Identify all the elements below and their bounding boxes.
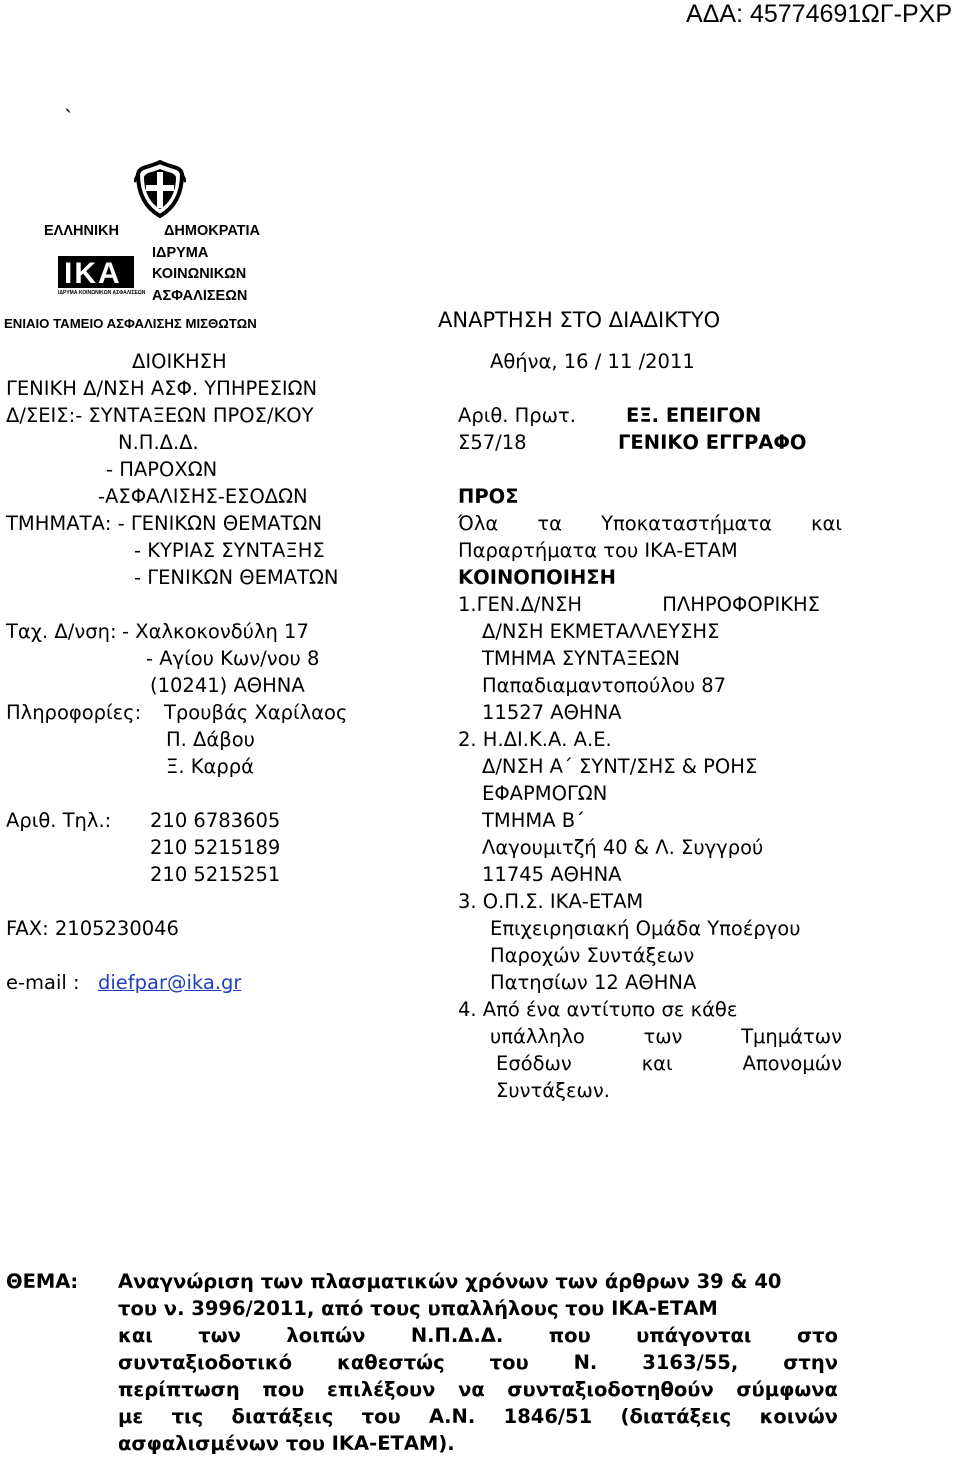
sender-line: ΤΜΗΜΑΤΑ: - ΓΕΝΙΚΩΝ ΘΕΜΑΤΩΝ [6, 512, 323, 535]
word: και [118, 1324, 153, 1347]
to-line-2: Παραρτήματα του ΙΚΑ-ΕΤΑΜ [458, 539, 738, 562]
word: Απονομών [742, 1052, 842, 1075]
ika-logo-block [58, 256, 134, 288]
logo-org-line3: ΑΣΦΑΛΙΣΕΩΝ [152, 288, 248, 304]
cc-line: Πατησίων 12 ΑΘΗΝΑ [490, 971, 697, 994]
word: των [643, 1025, 683, 1048]
cc-line: ΤΜΗΜΑ Β΄ [482, 809, 585, 832]
subject-line-2: του ν. 3996/2011, από τους υπαλλήλους του ΙΚΑ-ΕΤΑΜ [118, 1297, 718, 1320]
sender-line: Ν.Π.Δ.Δ. [118, 431, 199, 454]
publication-note: ΑΝΑΡΤΗΣΗ ΣΤΟ ΔΙΑΔΙΚΤΥΟ [438, 308, 721, 332]
cc-line: 3. Ο.Π.Σ. ΙΚΑ-ΕΤΑΜ [458, 890, 644, 913]
sender-line: Δ/ΣΕΙΣ:- ΣΥΝΤΑΞΕΩΝ ΠΡΟΣ/ΚΟΥ [6, 404, 314, 427]
subject-line-6 [118, 1407, 838, 1427]
ada-number: ΑΔΑ: 45774691ΩΓ-ΡΧΡ [686, 0, 952, 28]
cc-line: ΤΜΗΜΑ ΣΥΝΤΑΞΕΩΝ [482, 647, 680, 670]
phone-label: Αριθ. Τηλ.: [6, 809, 112, 832]
logo-fund-name: ΕΝΙΑΙΟ ΤΑΜΕΙΟ ΑΣΦΑΛΙΣΗΣ ΜΙΣΘΩΤΩΝ [4, 316, 257, 331]
stray-mark: ` [64, 106, 74, 130]
word: του [489, 1351, 529, 1374]
cc-4-line-2 [490, 1027, 842, 1047]
word: κοινών [759, 1405, 838, 1428]
word: καθεστώς [337, 1351, 445, 1374]
cc-line: Παροχών Συντάξεων [490, 944, 695, 967]
info-label: Πληροφορίες: [6, 701, 142, 724]
urgency-label: ΕΞ. ΕΠΕΙΓΟΝ [626, 404, 762, 427]
greek-coat-of-arms-icon [134, 160, 186, 218]
word: που [548, 1324, 591, 1347]
word: τα [537, 512, 562, 535]
sender-line: - ΠΑΡΟΧΩΝ [106, 458, 218, 481]
sender-line: - ΚΥΡΙΑΣ ΣΥΝΤΑΞΗΣ [134, 539, 325, 562]
word: Όλα [458, 512, 499, 535]
word: που [262, 1378, 305, 1401]
word: να [458, 1378, 485, 1401]
ika-logo-text: ΙΚΑ [64, 257, 122, 290]
word: τις [171, 1405, 204, 1428]
word: ΠΛΗΡΟΦΟΡΙΚΗΣ [662, 593, 820, 616]
sender-line: -ΑΣΦΑΛΙΣΗΣ-ΕΣΟΔΩΝ [98, 485, 308, 508]
cc-line: Λαγουμιτζή 40 & Λ. Συγγρού [482, 836, 764, 859]
word: Εσόδων [496, 1052, 572, 1075]
subject-line-5 [118, 1380, 838, 1400]
cc-4-line-3 [496, 1054, 842, 1074]
word: στο [796, 1324, 838, 1347]
subject-label: ΘΕΜΑ: [6, 1270, 79, 1293]
cc-1-line-1 [458, 595, 820, 615]
word: και [641, 1052, 673, 1075]
cc-line: Επιχειρησιακή Ομάδα Υποέργου [490, 917, 801, 940]
sender-line: ΓΕΝΙΚΗ Δ/ΝΣΗ ΑΣΦ. ΥΠΗΡΕΣΙΩΝ [6, 377, 318, 400]
subject-line-1: Αναγνώριση των πλασματικών χρόνων των άρθρων 39 & 40 [118, 1270, 782, 1293]
word: στην [783, 1351, 838, 1374]
cc-line: 2. Η.ΔΙ.Κ.Α. Α.Ε. [458, 728, 612, 751]
word: υπάλληλο [490, 1025, 585, 1048]
word: (διατάξεις [620, 1405, 732, 1428]
word: των [198, 1324, 241, 1347]
address-line: - Αγίου Κων/νου 8 [146, 647, 320, 670]
document-type: ΓΕΝΙΚΟ ΕΓΓΡΑΦΟ [618, 431, 807, 454]
sender-line: - ΓΕΝΙΚΩΝ ΘΕΜΑΤΩΝ [134, 566, 339, 589]
info-name: Τρουβάς Χαρίλαος [164, 701, 348, 724]
logo-tiny-caption: ΙΔΡΥΜΑ ΚΟΙΝΩΝΙΚΩΝ ΑΣΦΑΛΙΣΕΩΝ [58, 290, 146, 296]
cc-label: ΚΟΙΝΟΠΟΙΗΣΗ [458, 566, 616, 589]
sender-line: ΔΙΟΙΚΗΣΗ [132, 350, 227, 373]
word: του [361, 1405, 401, 1428]
logo-republic-left: ΕΛΛΗΝΙΚΗ [44, 223, 119, 239]
cc-line: Συντάξεων. [496, 1079, 610, 1102]
cc-line: Δ/ΝΣΗ ΕΚΜΕΤΑΛΛΕΥΣΗΣ [482, 620, 720, 643]
logo-org-line1: ΙΔΡΥΜΑ [152, 245, 209, 261]
word: Τμημάτων [741, 1025, 842, 1048]
word: επιλέξουν [326, 1378, 436, 1401]
protocol-label: Αριθ. Πρωτ. [458, 404, 576, 427]
subject-line-3 [118, 1326, 838, 1346]
cc-line: Δ/ΝΣΗ Α΄ ΣΥΝΤ/ΣΗΣ & ΡΟΗΣ [482, 755, 758, 778]
info-name: Π. Δάβου [166, 728, 255, 751]
word: 1846/51 [503, 1405, 593, 1428]
word: Ν. [573, 1351, 598, 1374]
email-label: e-mail : [6, 971, 80, 994]
word: Ν.Π.Δ.Δ. [410, 1324, 504, 1347]
logo-org-line2: ΚΟΙΝΩΝΙΚΩΝ [152, 266, 247, 282]
word: συνταξιοδοτηθούν [507, 1378, 714, 1401]
address-line: - Χαλκοκονδύλη 17 [122, 620, 309, 643]
word: και [811, 512, 842, 535]
address-line: (10241) ΑΘΗΝΑ [150, 674, 305, 697]
logo-republic-right: ΔΗΜΟΚΡΑΤΙΑ [164, 223, 260, 239]
cc-line: ΕΦΑΡΜΟΓΩΝ [482, 782, 608, 805]
to-label: ΠΡΟΣ [458, 485, 519, 508]
word: υπάγονται [636, 1324, 752, 1347]
word: 3163/55, [642, 1351, 739, 1374]
word: συνταξιοδοτικό [118, 1351, 293, 1374]
protocol-number: Σ57/18 [458, 431, 527, 454]
email-link[interactable]: diefpar@ika.gr [98, 971, 242, 994]
date: Αθήνα, 16 / 11 /2011 [490, 350, 695, 373]
word: λοιπών [286, 1324, 366, 1347]
subject-line-7: ασφαλισμένων του ΙΚΑ-ΕΤΑΜ). [118, 1432, 455, 1455]
cc-line: 11527 ΑΘΗΝΑ [482, 701, 622, 724]
fax-number: FAX: 2105230046 [6, 917, 179, 940]
word: σύμφωνα [736, 1378, 838, 1401]
word: περίπτωση [118, 1378, 240, 1401]
word: Α.Ν. [429, 1405, 476, 1428]
cc-line: 11745 ΑΘΗΝΑ [482, 863, 622, 886]
cc-line: 4. Από ένα αντίτυπο σε κάθε [458, 998, 738, 1021]
word: Υποκαταστήματα [601, 512, 772, 535]
info-name: Ξ. Καρρά [166, 755, 254, 778]
word: 1.ΓΕΝ.Δ/ΝΣΗ [458, 593, 583, 616]
word: με [118, 1405, 144, 1428]
word: διατάξεις [231, 1405, 334, 1428]
phone-number: 210 6783605 [150, 809, 281, 832]
subject-line-4 [118, 1353, 838, 1373]
phone-number: 210 5215251 [150, 863, 281, 886]
address-label: Ταχ. Δ/νση: [6, 620, 117, 643]
phone-number: 210 5215189 [150, 836, 281, 859]
cc-line: Παπαδιαμαντοπούλου 87 [482, 674, 727, 697]
to-line-1 [458, 514, 842, 534]
